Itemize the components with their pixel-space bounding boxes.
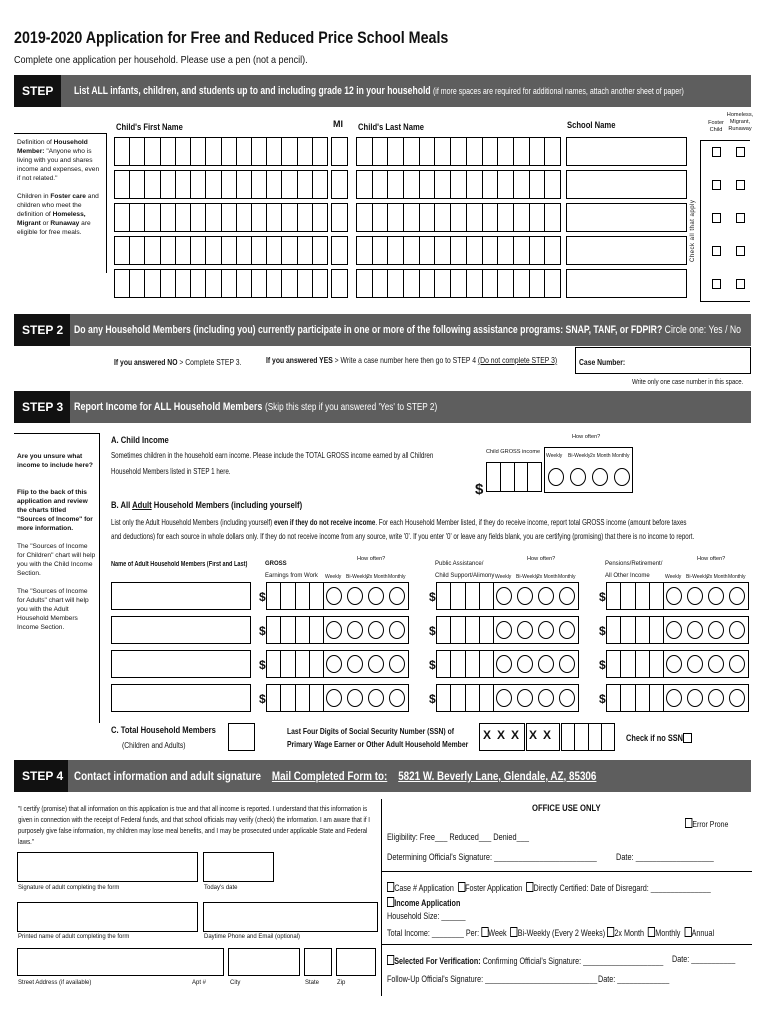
frequency-option[interactable] bbox=[389, 655, 405, 673]
step3-instruction: Report Income for ALL Household Members (Skip this step if you answered 'Yes' to STEP 2) bbox=[74, 401, 438, 413]
child-frequency-option[interactable] bbox=[614, 468, 630, 486]
frequency-label: 2x Month bbox=[537, 574, 558, 580]
income-amount-input[interactable] bbox=[436, 650, 494, 678]
child-frequency-label: Weekly bbox=[546, 453, 563, 459]
total-members-sub: (Children and Adults) bbox=[122, 741, 186, 750]
frequency-option[interactable] bbox=[326, 587, 342, 605]
frequency-option[interactable] bbox=[559, 655, 575, 673]
dollar-sign: $ bbox=[429, 692, 436, 706]
phone-email-input[interactable] bbox=[203, 902, 378, 932]
frequency-option[interactable] bbox=[538, 587, 554, 605]
state-label: State bbox=[305, 980, 320, 986]
step3-header bbox=[14, 391, 751, 423]
frequency-label: Monthly bbox=[558, 574, 576, 580]
frequency-label: Monthly bbox=[388, 574, 406, 580]
case-number-label: Case Number: bbox=[579, 357, 626, 367]
frequency-option[interactable] bbox=[389, 587, 405, 605]
school-name-input[interactable] bbox=[566, 269, 687, 298]
frequency-option[interactable] bbox=[729, 655, 745, 673]
dollar-sign: $ bbox=[429, 624, 436, 638]
child-last-name-input[interactable] bbox=[356, 203, 561, 232]
city-input[interactable] bbox=[228, 948, 300, 976]
date-line-3: Date: _____________ bbox=[598, 974, 670, 984]
school-name-input[interactable] bbox=[566, 170, 687, 199]
adult-name-input[interactable] bbox=[111, 684, 251, 712]
income-amount-input[interactable] bbox=[606, 650, 664, 678]
pensions-label: Pensions/Retirement/ bbox=[605, 561, 663, 567]
total-members-title: C. Total Household Members bbox=[111, 725, 216, 735]
frequency-option[interactable] bbox=[538, 621, 554, 639]
frequency-label: 2x Month bbox=[707, 574, 728, 580]
ssn-x-mark: X bbox=[529, 728, 538, 742]
child-frequency-option[interactable] bbox=[592, 468, 608, 486]
homeless-migrant-runaway-checkbox[interactable] bbox=[736, 147, 745, 157]
frequency-option[interactable] bbox=[517, 621, 533, 639]
foster-child-checkbox[interactable] bbox=[712, 279, 721, 289]
frequency-option[interactable] bbox=[538, 655, 554, 673]
income-amount-input[interactable] bbox=[436, 616, 494, 644]
income-application-row: Income Application bbox=[387, 896, 460, 908]
frequency-option[interactable] bbox=[729, 587, 745, 605]
eligibility-line: Eligibility: Free___ Reduced___ Denied___ bbox=[387, 832, 529, 842]
dollar-sign: $ bbox=[429, 590, 436, 604]
child-last-name-input[interactable] bbox=[356, 269, 561, 298]
state-input[interactable] bbox=[304, 948, 332, 976]
frequency-option[interactable] bbox=[496, 587, 512, 605]
homeless-migrant-runaway-checkbox[interactable] bbox=[736, 213, 745, 223]
col-foster: Foster Child bbox=[708, 120, 724, 133]
frequency-option[interactable] bbox=[517, 689, 533, 707]
frequency-option[interactable] bbox=[517, 587, 533, 605]
date-label: Today's date bbox=[204, 885, 238, 891]
check-all-that-apply: Check all that apply bbox=[690, 199, 696, 262]
step2-badge: STEP 2 bbox=[14, 314, 70, 346]
frequency-label: Bi-Weekly bbox=[516, 574, 539, 580]
frequency-label: Bi-Weekly bbox=[346, 574, 369, 580]
child-income-text-2: Household Members listed in STEP 1 here. bbox=[111, 467, 231, 476]
earnings-from-work-label: Earnings from Work bbox=[265, 573, 318, 579]
income-amount-input[interactable] bbox=[606, 582, 664, 610]
date-input[interactable] bbox=[203, 852, 274, 882]
child-frequency-label: Bi-Weekly bbox=[568, 453, 591, 459]
frequency-option[interactable] bbox=[496, 689, 512, 707]
ssn-label-1: Last Four Digits of Social Security Number (SSN) of bbox=[287, 726, 454, 736]
frequency-option[interactable] bbox=[538, 689, 554, 707]
adult-name-input[interactable] bbox=[111, 582, 251, 610]
child-mi-input[interactable] bbox=[331, 236, 348, 265]
income-amount-input[interactable] bbox=[606, 616, 664, 644]
ssn-x-mark: X bbox=[497, 728, 506, 742]
frequency-label: Weekly bbox=[325, 574, 342, 580]
frequency-option[interactable] bbox=[368, 655, 384, 673]
frequency-option[interactable] bbox=[368, 621, 384, 639]
step2-header bbox=[14, 314, 751, 346]
frequency-label: Monthly bbox=[728, 574, 746, 580]
child-income-text-1: Sometimes children in the household earn income. Please include the TOTAL GROSS income earned by all Children bbox=[111, 451, 434, 460]
page-subtitle: Complete one application per household. Please use a pen (not a pencil). bbox=[14, 54, 308, 66]
income-amount-input[interactable] bbox=[606, 684, 664, 712]
frequency-label: 2x Month bbox=[367, 574, 388, 580]
how-often-label: How often? bbox=[697, 556, 726, 562]
step1-instruction: List ALL infants, children, and students up to and including grade 12 in your household (if more spaces are required for additional names, attach another sheet of paper) bbox=[74, 85, 684, 97]
ssn-masked-group-2 bbox=[526, 723, 560, 751]
street-address-input[interactable] bbox=[17, 948, 224, 976]
dollar-sign: $ bbox=[259, 658, 266, 672]
certification-statement: "I certify (promise) that all information on this application is true and that all income is reported. I understand that this information is given in connection with the receipt of Federal funds, and that school officials may verify (check) the information. I am aware that if I purposely give false information, my children may lose meal benefits, and I may be prosecuted under applicable State and Federal laws." bbox=[18, 804, 370, 846]
child-dollar-sign: $ bbox=[475, 481, 484, 498]
col-school-name: School Name bbox=[567, 120, 616, 130]
child-first-name-input[interactable] bbox=[114, 236, 328, 265]
page-title: 2019-2020 Application for Free and Reduced Price School Meals bbox=[14, 28, 449, 47]
income-amount-input[interactable] bbox=[266, 650, 324, 678]
ssn-x-mark: X bbox=[511, 728, 520, 742]
ssn-masked-group-1 bbox=[479, 723, 525, 751]
frequency-option[interactable] bbox=[368, 587, 384, 605]
office-title: OFFICE USE ONLY bbox=[532, 803, 601, 813]
error-prone: Error Prone bbox=[685, 817, 728, 829]
frequency-option[interactable] bbox=[559, 587, 575, 605]
adult-name-input[interactable] bbox=[111, 650, 251, 678]
frequency-option[interactable] bbox=[326, 655, 342, 673]
frequency-option[interactable] bbox=[687, 655, 703, 673]
signature-input[interactable] bbox=[17, 852, 198, 882]
frequency-option[interactable] bbox=[708, 655, 724, 673]
office-use-panel bbox=[381, 799, 751, 996]
ssn-x-mark: X bbox=[483, 728, 492, 742]
frequency-option[interactable] bbox=[559, 621, 575, 639]
frequency-option[interactable] bbox=[347, 621, 363, 639]
income-help-box: Are you unsure what income to include here? Flip to the back of this application and review the charts titled "Sources of Income" for more information. The "Sources of Income for Children" chart will help you with the Child Income Section. The "Sources of Income for Adults" chart will help you with the Adult Household Members Income Section. bbox=[14, 433, 100, 723]
zip-input[interactable] bbox=[336, 948, 376, 976]
frequency-option[interactable] bbox=[389, 621, 405, 639]
frequency-label: Weekly bbox=[495, 574, 512, 580]
case-application-row: Case # Application Foster Application Directly Certified: Date of Disregard: _______________ bbox=[387, 881, 711, 893]
child-income-title: A. Child Income bbox=[111, 435, 169, 445]
frequency-option[interactable] bbox=[347, 655, 363, 673]
child-mi-input[interactable] bbox=[331, 203, 348, 232]
total-members-input[interactable] bbox=[228, 723, 255, 751]
income-amount-input[interactable] bbox=[436, 582, 494, 610]
street-address-label: Street Address (if available) bbox=[18, 980, 92, 986]
office-divider-1 bbox=[382, 871, 752, 872]
ssn-label-2: Primary Wage Earner or Other Adult Household Member bbox=[287, 739, 469, 749]
dollar-sign: $ bbox=[599, 624, 606, 638]
child-mi-input[interactable] bbox=[331, 170, 348, 199]
adult-income-title: B. All Adult Household Members (including yourself) bbox=[111, 500, 303, 510]
step4-header bbox=[14, 760, 751, 792]
no-ssn-label: Check if no SSN bbox=[626, 733, 684, 743]
foster-child-checkbox[interactable] bbox=[712, 147, 721, 157]
step2-question: Do any Household Members (including you) currently participate in one or more of the following assistance programs: SNAP, TANF, or FDPIR? Circle one: Yes / No bbox=[74, 324, 742, 336]
how-often-label: How often? bbox=[357, 556, 386, 562]
homeless-migrant-runaway-checkbox[interactable] bbox=[736, 279, 745, 289]
child-frequency-option[interactable] bbox=[548, 468, 564, 486]
frequency-option[interactable] bbox=[347, 689, 363, 707]
date-line-1: Date: ___________________ bbox=[616, 852, 714, 862]
dollar-sign: $ bbox=[599, 658, 606, 672]
phone-email-label: Daytime Phone and Email (optional) bbox=[204, 934, 301, 940]
school-name-input[interactable] bbox=[566, 137, 687, 166]
error-prone-checkbox[interactable] bbox=[685, 818, 692, 828]
other-income-label: All Other Income bbox=[605, 573, 650, 579]
determining-official: Determining Official's Signature: _________________________ bbox=[387, 852, 597, 862]
frequency-option[interactable] bbox=[708, 587, 724, 605]
col-last-name: Child's Last Name bbox=[358, 122, 425, 132]
how-often-label: How often? bbox=[527, 556, 556, 562]
frequency-option[interactable] bbox=[687, 621, 703, 639]
step2-no-instruction: If you answered NO > Complete STEP 3. bbox=[114, 357, 242, 367]
frequency-option[interactable] bbox=[708, 689, 724, 707]
gross-label: GROSS bbox=[265, 561, 287, 567]
frequency-option[interactable] bbox=[326, 621, 342, 639]
household-definition-box: Definition of Household Member: "Anyone who is living with you and shares income and expenses, even if not related." Children in Foster care and children who meet the definition of Homeless, Migrant or Runaway are eligible for free meals. bbox=[14, 133, 107, 273]
frequency-option[interactable] bbox=[347, 587, 363, 605]
frequency-option[interactable] bbox=[326, 689, 342, 707]
case-number-note: Write only one case number in this space. bbox=[632, 377, 744, 386]
child-gross-income-label: Child GROSS income bbox=[486, 449, 541, 455]
frequency-option[interactable] bbox=[517, 655, 533, 673]
child-first-name-input[interactable] bbox=[114, 269, 328, 298]
dollar-sign: $ bbox=[429, 658, 436, 672]
frequency-label: Weekly bbox=[665, 574, 682, 580]
step3-badge: STEP 3 bbox=[14, 391, 70, 423]
step2-yes-instruction: If you answered YES > Write a case number here then go to STEP 4 (Do not complete STEP 3) bbox=[266, 355, 558, 365]
ssn-x-mark: X bbox=[543, 728, 552, 742]
step4-instruction: Contact information and adult signature Mail Completed Form to: 5821 W. Beverly Lane, Glendale, AZ, 85306 bbox=[74, 769, 597, 783]
printed-name-label: Printed name of adult completing the form bbox=[18, 934, 130, 940]
step1-badge: STEP 1 bbox=[14, 75, 61, 107]
dollar-sign: $ bbox=[599, 692, 606, 706]
frequency-option[interactable] bbox=[496, 655, 512, 673]
frequency-option[interactable] bbox=[666, 689, 682, 707]
apt-label: Apt # bbox=[192, 980, 207, 986]
frequency-label: Bi-Weekly bbox=[686, 574, 709, 580]
frequency-option[interactable] bbox=[708, 621, 724, 639]
child-first-name-input[interactable] bbox=[114, 170, 328, 199]
income-amount-input[interactable] bbox=[436, 684, 494, 712]
child-last-name-input[interactable] bbox=[356, 170, 561, 199]
homeless-migrant-runaway-checkbox[interactable] bbox=[736, 246, 745, 256]
adult-name-column: Name of Adult Household Members (First and Last) bbox=[111, 561, 248, 568]
frequency-option[interactable] bbox=[368, 689, 384, 707]
city-label: City bbox=[230, 980, 241, 986]
col-first-name: Child's First Name bbox=[116, 122, 183, 132]
col-homeless-migrant-runaway: Homeless, Migrant, Runaway bbox=[726, 112, 754, 132]
frequency-option[interactable] bbox=[687, 587, 703, 605]
child-how-often-label: How often? bbox=[572, 434, 601, 440]
no-ssn-checkbox[interactable] bbox=[683, 733, 692, 743]
frequency-option[interactable] bbox=[559, 689, 575, 707]
dollar-sign: $ bbox=[259, 692, 266, 706]
child-mi-input[interactable] bbox=[331, 269, 348, 298]
income-amount-input[interactable] bbox=[266, 616, 324, 644]
followup-official: Follow-Up Official's Signature: ____________________________ bbox=[387, 974, 598, 984]
office-divider-2 bbox=[382, 944, 752, 945]
child-last-name-input[interactable] bbox=[356, 236, 561, 265]
foster-child-checkbox[interactable] bbox=[712, 213, 721, 223]
foster-child-checkbox[interactable] bbox=[712, 180, 721, 190]
col-mi: MI bbox=[333, 119, 343, 129]
zip-label: Zip bbox=[337, 980, 346, 986]
school-name-input[interactable] bbox=[566, 203, 687, 232]
child-support-label: Child Support/Alimony bbox=[435, 573, 495, 579]
frequency-option[interactable] bbox=[389, 689, 405, 707]
frequency-option[interactable] bbox=[729, 689, 745, 707]
frequency-option[interactable] bbox=[496, 621, 512, 639]
frequency-option[interactable] bbox=[666, 621, 682, 639]
income-amount-input[interactable] bbox=[266, 582, 324, 610]
frequency-option[interactable] bbox=[729, 621, 745, 639]
total-income-row: Total Income: ________ Per: Week Bi-Weekly (Every 2 Weeks) 2x Month Monthly Annual bbox=[387, 928, 715, 938]
school-name-input[interactable] bbox=[566, 236, 687, 265]
dollar-sign: $ bbox=[259, 624, 266, 638]
child-frequency-label: Monthly bbox=[612, 453, 630, 459]
date-line-2: Date: ___________ bbox=[672, 954, 736, 964]
foster-child-checkbox[interactable] bbox=[712, 246, 721, 256]
step4-badge: STEP 4 bbox=[14, 760, 68, 792]
homeless-migrant-runaway-checkbox[interactable] bbox=[736, 180, 745, 190]
frequency-option[interactable] bbox=[687, 689, 703, 707]
income-amount-input[interactable] bbox=[266, 684, 324, 712]
child-frequency-label: 2x Month bbox=[590, 453, 611, 459]
signature-label: Signature of adult completing the form bbox=[18, 885, 120, 891]
child-frequency-option[interactable] bbox=[570, 468, 586, 486]
child-income-input[interactable] bbox=[486, 462, 542, 492]
dollar-sign: $ bbox=[259, 590, 266, 604]
adult-income-text-1: List only the Adult Household Members (including yourself) even if they do not receive income. For each Household Member listed, if they do receive income, report total GROSS income (amount before taxes bbox=[111, 518, 687, 527]
adult-name-input[interactable] bbox=[111, 616, 251, 644]
household-size-row: Household Size: ______ bbox=[387, 911, 466, 921]
adult-income-text-2: and deductions) for each source in whole dollars only. If they do not receive income from any source, write '0'. If you enter '0' or leave any fields blank, you are certifying (promising) that there is no income to report. bbox=[111, 532, 695, 541]
child-first-name-input[interactable] bbox=[114, 203, 328, 232]
verification-row: Selected For Verification: Confirming Official's Signature: ____________________ bbox=[387, 954, 663, 966]
frequency-option[interactable] bbox=[666, 587, 682, 605]
child-last-name-input[interactable] bbox=[356, 137, 561, 166]
dollar-sign: $ bbox=[599, 590, 606, 604]
frequency-option[interactable] bbox=[666, 655, 682, 673]
public-assistance-label: Public Assistance/ bbox=[435, 561, 484, 567]
printed-name-input[interactable] bbox=[17, 902, 198, 932]
child-mi-input[interactable] bbox=[331, 137, 348, 166]
child-first-name-input[interactable] bbox=[114, 137, 328, 166]
ssn-last-four-input[interactable] bbox=[561, 723, 615, 751]
